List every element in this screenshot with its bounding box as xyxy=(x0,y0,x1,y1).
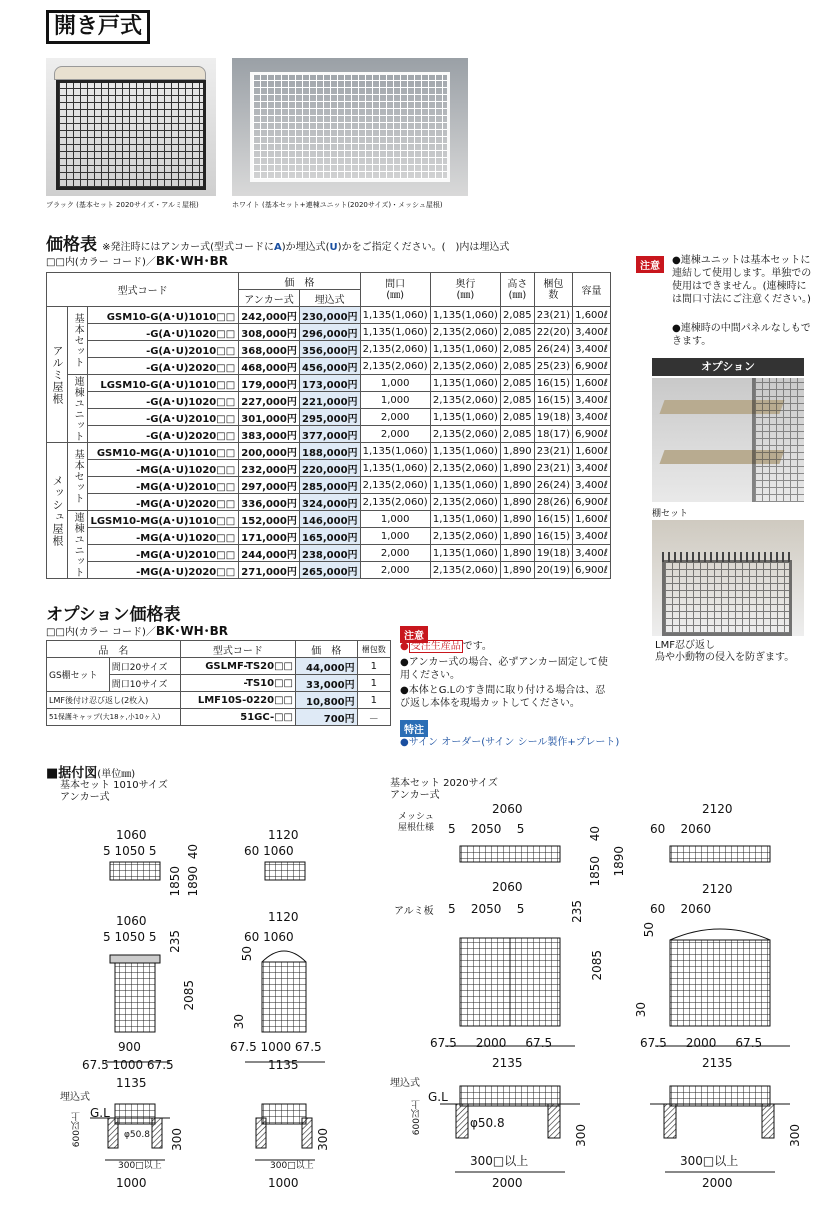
depth-value: 1,135(1,060) xyxy=(430,545,500,562)
depth-value: 1,135(1,060) xyxy=(430,511,500,528)
page-title: 開き戸式 xyxy=(46,10,150,44)
width-value: 2,135(2,060) xyxy=(360,341,430,358)
dim-1135: 1135 xyxy=(116,1076,147,1090)
model-code: -MG(A･U)2010□□ xyxy=(88,477,239,494)
pack-count: 23(21) xyxy=(534,443,572,460)
embed-price: 146,000円 xyxy=(299,511,360,528)
header-model: 型式コード xyxy=(47,273,239,307)
embed-price: 188,000円 xyxy=(299,443,360,460)
dim-50-r: 50 xyxy=(642,922,656,938)
dim-60-2060: 60 2060 xyxy=(650,822,712,836)
capacity-value: 3,400ℓ xyxy=(573,545,611,562)
opt-header-price: 価 格 xyxy=(296,641,358,658)
dim-2000-right-side: 2000 xyxy=(702,1176,733,1190)
width-value: 1,135(1,060) xyxy=(360,307,430,324)
dim-1850-r: 1850 xyxy=(588,856,602,887)
width-value: 2,000 xyxy=(360,545,430,562)
width-value: 1,135(1,060) xyxy=(360,324,430,341)
width-value: 2,000 xyxy=(360,426,430,443)
width-value: 2,135(2,060) xyxy=(360,477,430,494)
opt-row-code: -TS10□□ xyxy=(180,675,295,692)
pack-count: 26(24) xyxy=(534,341,572,358)
dim-60-2060-b: 60 2060 xyxy=(650,902,712,916)
capacity-value: 1,600ℓ xyxy=(573,443,611,460)
dim-300-right: 300 xyxy=(574,1124,588,1147)
anchor-price: 368,000円 xyxy=(239,341,300,358)
opt-row-pack: 1 xyxy=(357,692,390,709)
header-anchor: アンカー式 xyxy=(239,290,300,307)
depth-value: 2,135(2,060) xyxy=(430,562,500,579)
model-code: -G(A･U)1020□□ xyxy=(88,324,239,341)
dim-30: 30 xyxy=(232,1014,246,1030)
depth-value: 2,135(2,060) xyxy=(430,324,500,341)
depth-value: 1,135(1,060) xyxy=(430,375,500,392)
dim-row-2135-front: 67.5 2000 67.5 xyxy=(430,1036,553,1050)
dim-300-right-side: 300 xyxy=(788,1124,802,1147)
header-embed: 埋込式 xyxy=(299,290,360,307)
option-note-item-2: ●本体とG.Lのすき間に取り付ける場合は、忍び返し本体を現場カットしてください。 xyxy=(400,685,606,709)
dim-2060-mid: 2060 xyxy=(492,880,523,894)
special-order-badge: 特注 xyxy=(400,718,428,737)
model-code: -MG(A･U)1020□□ xyxy=(88,460,239,477)
dim-2000-right: 2000 xyxy=(492,1176,523,1190)
pack-count: 16(15) xyxy=(534,392,572,409)
min300-left: 300□以上 xyxy=(118,1161,162,1171)
embed-price: 165,000円 xyxy=(299,528,360,545)
capacity-value: 1,600ℓ xyxy=(573,375,611,392)
opt-row-price: 44,000円 xyxy=(296,658,358,675)
depth-value: 1,135(1,060) xyxy=(430,443,500,460)
dim-50: 50 xyxy=(240,946,254,962)
anchor-price: 227,000円 xyxy=(239,392,300,409)
model-code: -MG(A･U)2020□□ xyxy=(88,562,239,579)
model-code: -G(A･U)2010□□ xyxy=(88,409,239,426)
height-value: 1,890 xyxy=(501,562,535,579)
dim-40: 40 xyxy=(186,844,200,860)
width-value: 1,000 xyxy=(360,511,430,528)
dim-2135-front: 2135 xyxy=(492,1056,523,1070)
elev-1010-side xyxy=(262,962,306,1032)
height-value: 2,085 xyxy=(501,409,535,426)
anchor-price: 171,000円 xyxy=(239,528,300,545)
depth-value: 1,135(1,060) xyxy=(430,307,500,324)
dim-1000-left: 1000 xyxy=(116,1176,147,1190)
depth-value: 1,135(1,060) xyxy=(430,477,500,494)
dim-1135-side: 1135 xyxy=(268,1058,299,1072)
plan-2020-front xyxy=(460,846,560,862)
embed-label-left: 埋込式 xyxy=(60,1092,90,1103)
capacity-value: 3,400ℓ xyxy=(573,409,611,426)
capacity-value: 6,900ℓ xyxy=(573,494,611,511)
opt-row-pack: 1 xyxy=(357,658,390,675)
model-code: LGSM10-G(A･U)1010□□ xyxy=(88,375,239,392)
dim-60-1060-b: 60 1060 xyxy=(244,930,294,944)
anchor-price: 179,000円 xyxy=(239,375,300,392)
pack-count: 25(23) xyxy=(534,358,572,375)
width-value: 1,135(1,060) xyxy=(360,460,430,477)
subgroup-label: 基本セット xyxy=(68,307,88,375)
dim-2060-top: 2060 xyxy=(492,802,523,816)
option-color-line: □□内(カラー コード)／BK･WH･BR xyxy=(46,624,229,638)
dim-1000-side: 1000 xyxy=(268,1176,299,1190)
min300-side: 300□以上 xyxy=(270,1161,314,1171)
width-value: 2,000 xyxy=(360,562,430,579)
dim-1050-b: 5 1050 5 xyxy=(103,930,157,944)
option-price-heading: オプション価格表 xyxy=(46,605,181,625)
embed-price: 230,000円 xyxy=(299,307,360,324)
depth-value: 2,135(2,060) xyxy=(430,460,500,477)
capacity-value: 3,400ℓ xyxy=(573,392,611,409)
anchor-price: 271,000円 xyxy=(239,562,300,579)
model-code: -G(A･U)2020□□ xyxy=(88,358,239,375)
embed-2020-front xyxy=(460,1086,560,1106)
height-value: 2,085 xyxy=(501,358,535,375)
embed-2020-side xyxy=(670,1086,770,1106)
opt-gs-label: GS棚セット xyxy=(47,658,110,692)
dim-67-1000-67: 67.5 1000 67.5 xyxy=(82,1058,174,1072)
capacity-value: 6,900ℓ xyxy=(573,358,611,375)
opt-row-pack: － xyxy=(357,709,390,726)
pack-count: 26(24) xyxy=(534,477,572,494)
opt-row-code: GSLMF-TS20□□ xyxy=(180,658,295,675)
price-color-line: □□内(カラー コード)／BK･WH･BR xyxy=(46,254,229,268)
gl-label-left: G.L xyxy=(90,1106,110,1120)
dim-67-1000-67-side: 67.5 1000 67.5 xyxy=(230,1040,322,1054)
anchor-price: 308,000円 xyxy=(239,324,300,341)
price-note: ※発注時にはアンカー式(型式コードにA)か埋込式(U)かをご指定ください。( )内は埋込式 xyxy=(102,242,510,253)
group-label: メッシュ屋根 xyxy=(47,443,68,579)
height-value: 1,890 xyxy=(501,494,535,511)
opt-row-code: LMF10S-0220□□ xyxy=(180,692,295,709)
depth-value: 2,135(2,060) xyxy=(430,358,500,375)
opt-row-price: 33,000円 xyxy=(296,675,358,692)
embed-price: 285,000円 xyxy=(299,477,360,494)
dim-900: 900 xyxy=(118,1040,141,1054)
alu-plate-label: アルミ板 xyxy=(394,906,434,917)
header-height: 高さ (㎜) xyxy=(501,273,535,307)
min300-right: 300□以上 xyxy=(470,1154,529,1168)
width-value: 1,135(1,060) xyxy=(360,443,430,460)
height-value: 1,890 xyxy=(501,545,535,562)
height-value: 1,890 xyxy=(501,511,535,528)
dim-300-left: 300 xyxy=(170,1128,184,1151)
width-value: 2,000 xyxy=(360,409,430,426)
header-width: 間口 (㎜) xyxy=(360,273,430,307)
anchor-price: 301,000円 xyxy=(239,409,300,426)
made-to-order-note: ● 受注生産品 です。 xyxy=(400,641,492,652)
model-code: -G(A･U)2020□□ xyxy=(88,426,239,443)
drawings-heading: ■据付図(単位㎜) xyxy=(46,766,136,781)
pack-count: 18(17) xyxy=(534,426,572,443)
anchor-price: 152,000円 xyxy=(239,511,300,528)
dim-2120-mid: 2120 xyxy=(702,882,733,896)
model-code: GSM10-G(A･U)1010□□ xyxy=(88,307,239,324)
embed-price: 220,000円 xyxy=(299,460,360,477)
embed-price: 456,000円 xyxy=(299,358,360,375)
min600-right: 600以上 xyxy=(412,1100,422,1136)
depth-value: 2,135(2,060) xyxy=(430,426,500,443)
lmf-caption: LMF忍び返し 鳥や小動物の侵入を防ぎます。 xyxy=(655,640,795,663)
width-value: 1,000 xyxy=(360,375,430,392)
dim-300-side: 300 xyxy=(316,1128,330,1151)
depth-value: 2,135(2,060) xyxy=(430,528,500,545)
depth-value: 2,135(2,060) xyxy=(430,392,500,409)
model-code: -G(A･U)1020□□ xyxy=(88,392,239,409)
shelf-caption: 棚セット xyxy=(652,509,689,519)
anchor-price: 468,000円 xyxy=(239,358,300,375)
opt-header-code: 型式コード xyxy=(180,641,295,658)
model-code: -G(A･U)2010□□ xyxy=(88,341,239,358)
header-depth: 奥行 (㎜) xyxy=(430,273,500,307)
option-note-item-1: ●アンカー式の場合、必ずアンカー固定して使用ください。 xyxy=(400,657,608,681)
opt-row-code: 51GC-□□ xyxy=(180,709,295,726)
price-heading: 価格表 xyxy=(46,235,97,255)
opt-row-name: 間口20サイズ xyxy=(109,658,180,675)
dim-2085: 2085 xyxy=(182,980,196,1011)
anchor-price: 232,000円 xyxy=(239,460,300,477)
plan-1010-front xyxy=(110,862,160,880)
capacity-value: 6,900ℓ xyxy=(573,426,611,443)
pack-count: 23(21) xyxy=(534,307,572,324)
height-value: 2,085 xyxy=(501,375,535,392)
dim-235: 235 xyxy=(168,930,182,953)
embed-label-right: 埋込式 xyxy=(390,1078,420,1089)
model-code: GSM10-MG(A･U)1010□□ xyxy=(88,443,239,460)
height-value: 2,085 xyxy=(501,426,535,443)
special-order-item: ●サイン オーダー(サイン シール製作+プレート) xyxy=(400,737,620,748)
min600-left: 600以上 xyxy=(72,1112,82,1148)
dim-1890: 1890 xyxy=(186,866,200,897)
opt-row-name: LMF後付け忍び返し(2枚入) xyxy=(47,692,181,709)
model-code: -MG(A･U)2010□□ xyxy=(88,545,239,562)
plan-1010-side xyxy=(265,862,305,880)
dim-1050: 5 1050 5 xyxy=(103,844,157,858)
opt-row-price: 700円 xyxy=(296,709,358,726)
height-value: 2,085 xyxy=(501,324,535,341)
pack-count: 16(15) xyxy=(534,375,572,392)
dim-2120-top: 2120 xyxy=(702,802,733,816)
anchor-price: 297,000円 xyxy=(239,477,300,494)
embed-price: 295,000円 xyxy=(299,409,360,426)
embed-price: 265,000円 xyxy=(299,562,360,579)
capacity-value: 3,400ℓ xyxy=(573,324,611,341)
anchor-price: 383,000円 xyxy=(239,426,300,443)
dim-1060-b: 1060 xyxy=(116,914,147,928)
dim-5-2050-5-b: 5 2050 5 xyxy=(448,902,525,916)
capacity-value: 1,600ℓ xyxy=(573,307,611,324)
anchor-price: 200,000円 xyxy=(239,443,300,460)
width-value: 2,135(2,060) xyxy=(360,494,430,511)
width-value: 1,000 xyxy=(360,392,430,409)
embed-price: 238,000円 xyxy=(299,545,360,562)
capacity-value: 3,400ℓ xyxy=(573,477,611,494)
opt-row-price: 10,800円 xyxy=(296,692,358,709)
height-value: 1,890 xyxy=(501,443,535,460)
embed-1010-front xyxy=(115,1104,155,1124)
embed-1010-side xyxy=(262,1104,306,1124)
subgroup-label: 連棟ユニット xyxy=(68,511,88,579)
embed-price: 221,000円 xyxy=(299,392,360,409)
option-note-badge: 注意 xyxy=(400,624,428,643)
width-value: 1,000 xyxy=(360,528,430,545)
width-value: 2,135(2,060) xyxy=(360,358,430,375)
dia-label-right: φ50.8 xyxy=(470,1116,505,1130)
dim-1060: 1060 xyxy=(116,828,147,842)
capacity-value: 3,400ℓ xyxy=(573,460,611,477)
model-code: LGSM10-MG(A･U)1010□□ xyxy=(88,511,239,528)
plan-2020-side xyxy=(670,846,770,862)
mesh-roof-label: メッシュ 屋根仕様 xyxy=(398,812,435,833)
pack-count: 20(19) xyxy=(534,562,572,579)
min300-right-side: 300□以上 xyxy=(680,1154,739,1168)
right-drawing-caption: 基本セット 2020サイズ アンカー式 xyxy=(390,778,498,801)
dia-label-left: φ50.8 xyxy=(124,1130,150,1140)
embed-price: 356,000円 xyxy=(299,341,360,358)
opt-header-pack: 梱包数 xyxy=(357,641,390,658)
dim-2085-r: 2085 xyxy=(590,950,604,981)
subgroup-label: 基本セット xyxy=(68,443,88,511)
height-value: 1,890 xyxy=(501,477,535,494)
pack-count: 16(15) xyxy=(534,511,572,528)
side-note-badge: 注意 xyxy=(636,254,664,273)
pack-count: 22(20) xyxy=(534,324,572,341)
height-value: 2,085 xyxy=(501,307,535,324)
gl-label-right: G.L xyxy=(428,1090,448,1104)
embed-price: 173,000円 xyxy=(299,375,360,392)
dim-60-1060: 60 1060 xyxy=(244,844,294,858)
anchor-price: 242,000円 xyxy=(239,307,300,324)
height-value: 2,085 xyxy=(501,392,535,409)
opt-header-name: 品 名 xyxy=(47,641,181,658)
opt-row-pack: 1 xyxy=(357,675,390,692)
elev-1010-front xyxy=(115,962,155,1032)
embed-price: 296,000円 xyxy=(299,324,360,341)
photo-caption-white: ホワイト (基本セット+連棟ユニット(2020サイズ)・メッシュ屋根) xyxy=(232,201,443,209)
model-code: -MG(A･U)1020□□ xyxy=(88,528,239,545)
height-value: 1,890 xyxy=(501,460,535,477)
header-capacity: 容量 xyxy=(573,273,611,307)
elev-2020-side xyxy=(670,940,770,1026)
dim-1120-b: 1120 xyxy=(268,910,299,924)
capacity-value: 3,400ℓ xyxy=(573,528,611,545)
height-value: 2,085 xyxy=(501,341,535,358)
left-drawing-caption: 基本セット 1010サイズ アンカー式 xyxy=(60,780,168,803)
dim-1120: 1120 xyxy=(268,828,299,842)
pack-count: 19(18) xyxy=(534,545,572,562)
height-value: 1,890 xyxy=(501,528,535,545)
capacity-value: 1,600ℓ xyxy=(573,511,611,528)
dim-5-2050-5: 5 2050 5 xyxy=(448,822,525,836)
depth-value: 2,135(2,060) xyxy=(430,494,500,511)
capacity-value: 6,900ℓ xyxy=(573,562,611,579)
side-note-item-1: ●連棟ユニットは基本セットに連結して使用します。単独での使用はできません。(連棟時には間口寸法にご注意ください。) xyxy=(672,255,812,305)
depth-value: 1,135(1,060) xyxy=(430,341,500,358)
embed-price: 377,000円 xyxy=(299,426,360,443)
dim-30-r: 30 xyxy=(634,1002,648,1018)
opt-row-name: 間口10サイズ xyxy=(109,675,180,692)
anchor-price: 336,000円 xyxy=(239,494,300,511)
group-label: アルミ屋根 xyxy=(47,307,68,443)
dim-2135-side: 2135 xyxy=(702,1056,733,1070)
dim-row-2135-side: 67.5 2000 67.5 xyxy=(640,1036,763,1050)
anchor-price: 244,000円 xyxy=(239,545,300,562)
header-pack: 梱包 数 xyxy=(534,273,572,307)
dim-1890-r: 1890 xyxy=(612,846,626,877)
opt-row-name: 51保護キャップ(大18ヶ,小10ヶ入) xyxy=(47,709,181,726)
capacity-value: 3,400ℓ xyxy=(573,341,611,358)
dim-235-r: 235 xyxy=(570,900,584,923)
depth-value: 1,135(1,060) xyxy=(430,409,500,426)
pack-count: 28(26) xyxy=(534,494,572,511)
subgroup-label: 連棟ユニット xyxy=(68,375,88,443)
option-banner: オプション xyxy=(652,358,804,376)
embed-price: 324,000円 xyxy=(299,494,360,511)
photo-caption-black: ブラック (基本セット 2020サイズ・アルミ屋根) xyxy=(46,201,199,209)
pack-count: 23(21) xyxy=(534,460,572,477)
dim-1850: 1850 xyxy=(168,866,182,897)
pack-count: 16(15) xyxy=(534,528,572,545)
side-note-item-2: ●連棟時の中間パネルなしもできます。 xyxy=(672,323,811,347)
pack-count: 19(18) xyxy=(534,409,572,426)
header-price: 価 格 xyxy=(239,273,360,290)
dim-40-r: 40 xyxy=(588,826,602,842)
model-code: -MG(A･U)2020□□ xyxy=(88,494,239,511)
